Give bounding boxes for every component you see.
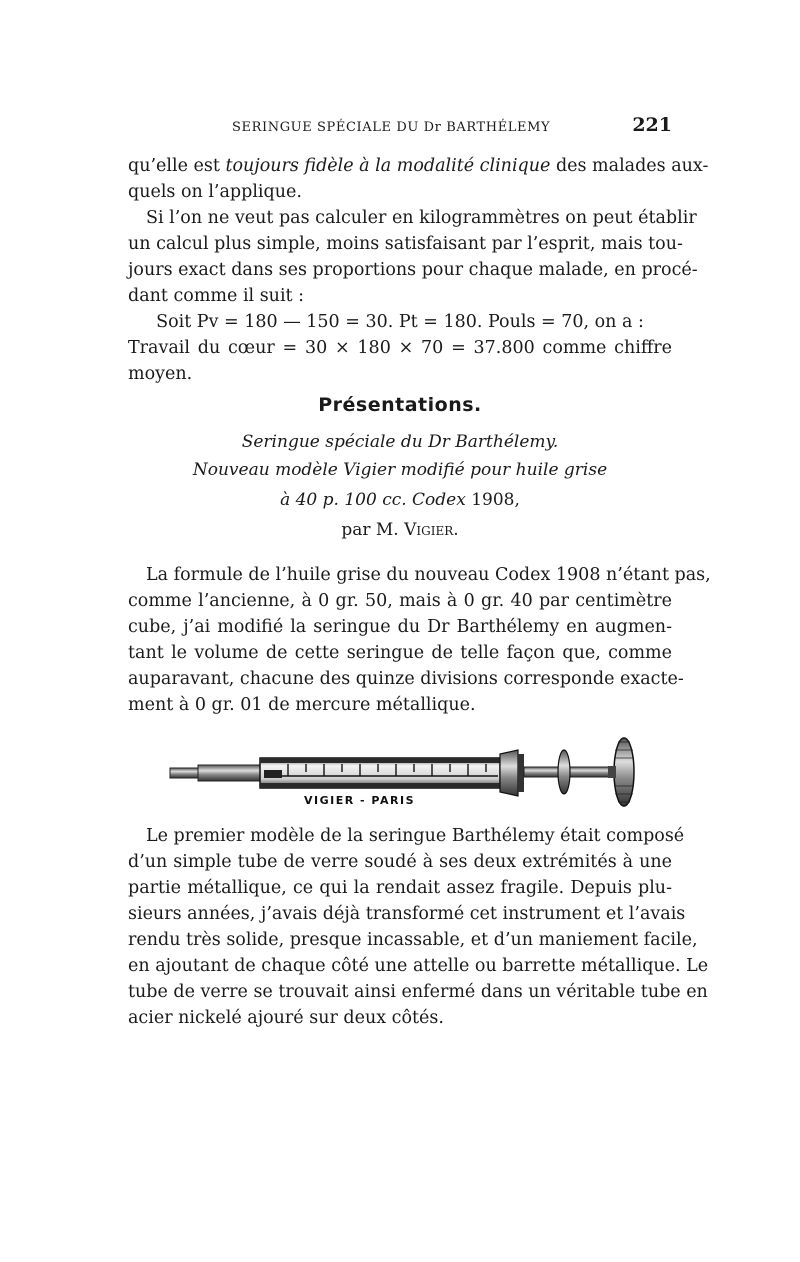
running-title: SERINGUE SPÉCIALE DU Dr BARTHÉLEMY [232, 120, 551, 135]
text-line: un calcul plus simple, moins satisfaisant par l’esprit, mais tou- [128, 234, 683, 254]
author-line: par M. Vigier. [341, 520, 459, 540]
plunger-stop [558, 750, 570, 794]
page-header [128, 114, 672, 142]
text-line: acier nickelé ajouré sur deux côtés. [128, 1008, 444, 1028]
text-line: ment à 0 gr. 01 de mercure métallique. [128, 695, 476, 715]
text-line: sieurs années, j’avais déjà transformé cet instrument et l’avais [128, 904, 686, 924]
maker-label: VIGIER - PARIS [304, 794, 415, 807]
paragraph-formula [128, 562, 711, 718]
text-line: comme l’ancienne, à 0 gr. 50, mais à 0 gr. 40 par centimètre [128, 591, 672, 611]
text-line: jours exact dans ses proportions pour chaque malade, en procé- [128, 260, 698, 280]
thumb-disc [614, 738, 634, 806]
text-line: auparavant, chacune des quinze divisions corresponde exacte- [128, 669, 684, 689]
text-line: tant le volume de cette seringue de telle façon que, comme [128, 643, 672, 663]
text-line: partie métallique, ce qui la rendait assez fragile. Depuis plu- [128, 878, 672, 898]
subtitle-line: à 40 p. 100 cc. Codex 1908, [280, 490, 520, 510]
text-line: quels on l’applique. [128, 182, 302, 202]
needle-collar [198, 765, 262, 781]
page-number: 221 [632, 114, 672, 136]
emphasis: toujours fidèle à la modalité clinique [225, 156, 551, 176]
author-name: Vigier. [404, 520, 459, 540]
text-line: cube, j’ai modifié la seringue du Dr Barthélemy en augmen- [128, 617, 672, 637]
needle-mount [170, 768, 198, 778]
text-line: en ajoutant de chaque côté une attelle ou barrette métallique. Le [128, 956, 709, 976]
text-line: tube de verre se trouvait ainsi enfermé dans un véritable tube en [128, 982, 708, 1002]
text-line: La formule de l’huile grise du nouveau Codex 1908 n’étant pas, [146, 565, 711, 585]
text-line: qu’elle est toujours fidèle à la modalité clinique des malades aux- [128, 156, 709, 176]
text-line: d’un simple tube de verre soudé à ses deux extrémités à une [128, 852, 672, 872]
syringe-illustration [168, 728, 648, 812]
subtitle-line: Nouveau modèle Vigier modifié pour huile grise [192, 460, 608, 480]
text-line: rendu très solide, presque incassable, et d’un maniement facile, [128, 930, 698, 950]
text-line: Le premier modèle de la seringue Barthélemy était composé [146, 826, 685, 846]
barrel-cap [500, 750, 518, 796]
formula-line: Travail du cœur = 30 × 180 × 70 = 37.800 comme chiffre [128, 338, 672, 358]
paragraph-history [128, 823, 709, 1031]
formula-line: Soit Pv = 180 — 150 = 30. Pt = 180. Pouls = 70, on a : [156, 312, 644, 332]
section-heading: Présentations. [318, 394, 482, 416]
paragraph-calculation [128, 153, 709, 387]
text-line: dant comme il suit : [128, 286, 305, 306]
subtitle-line: Seringue spéciale du Dr Barthélemy. [241, 432, 559, 452]
text-line: Si l’on ne veut pas calculer en kilogrammètres on peut établir [146, 208, 697, 228]
text-line: moyen. [128, 364, 193, 384]
